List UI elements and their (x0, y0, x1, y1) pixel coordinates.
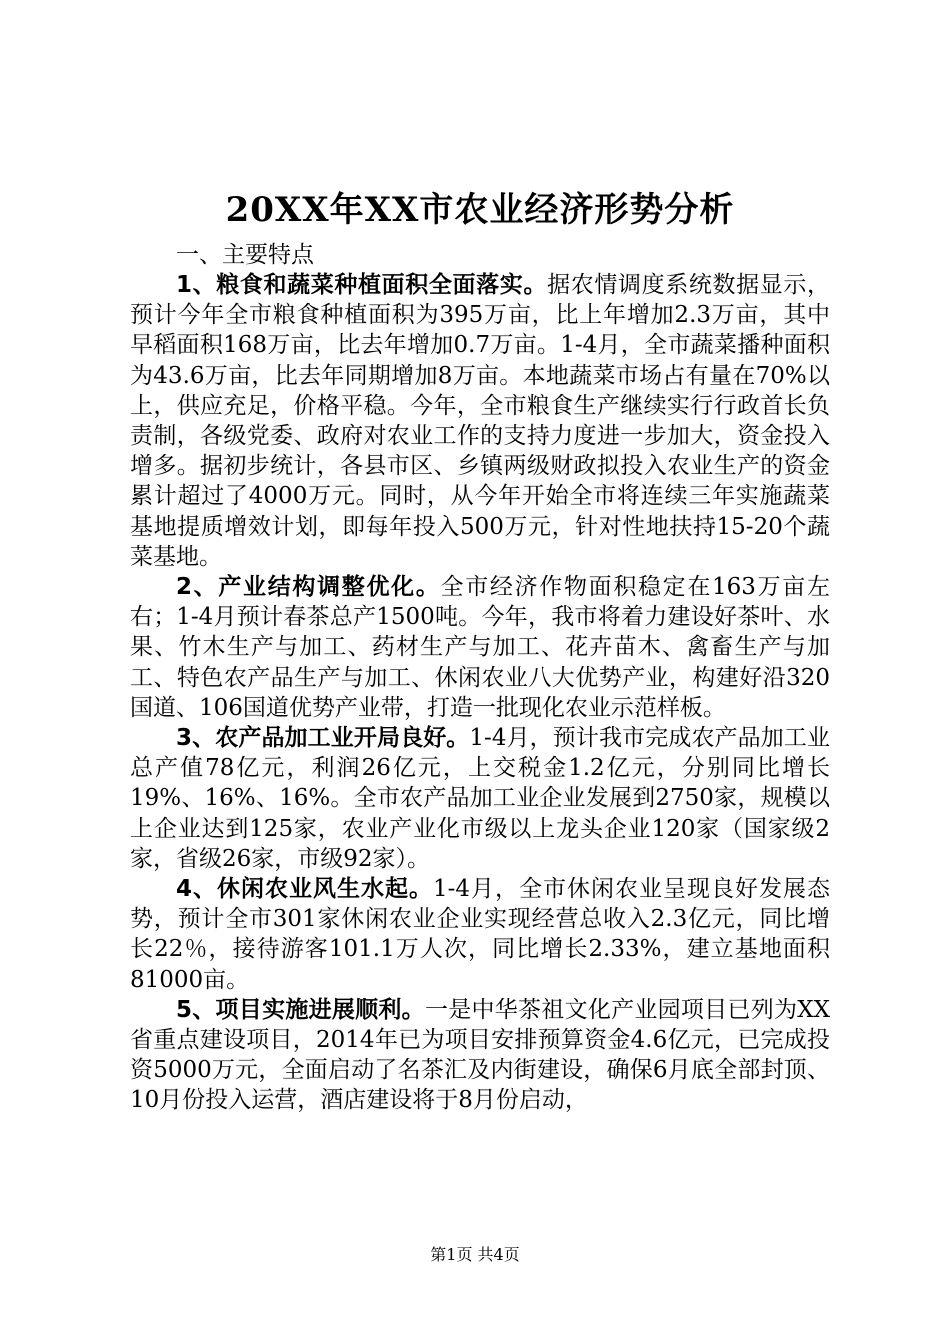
paragraph-5 (130, 995, 830, 1116)
paragraph-2 (130, 572, 830, 723)
section-heading: 一、主要特点 (176, 242, 314, 268)
paragraph-2-body: 全市经济作物面积稳定在163万亩左右；1-4月预计春茶总产1500吨。今年，我市将着力建设好茶叶、水果、竹木生产与加工、药材生产与加工、花卉苗木、禽畜生产与加工、特色农产品生产与加工、休闲农业八大优势产业，构建好沿320国道、106国道优势产业带，打造一批现化农业示范样板。 (130, 574, 830, 721)
page-number-footer: 第1页 共4页 (430, 1245, 520, 1264)
paragraph-4-body: 1-4月，全市休闲农业呈现良好发展态势，预计全市301家休闲农业企业实现经营总收入2.3亿元，同比增长22％，接待游客101.1万人次，同比增长2.33%，建立基地面积81000亩。 (130, 876, 830, 993)
paragraph-4 (130, 874, 830, 995)
paragraph-3 (130, 723, 830, 874)
paragraph-2-lead: 2、产业结构调整优化。 (176, 574, 441, 601)
paragraph-5-body: 一是中华茶祖文化产业园项目已列为XX省重点建设项目，2014年已为项目安排预算资金4.6亿元，已完成投资5000万元，全面启动了名茶汇及内街建设，确保6月底全部封顶、10月份投入运营，酒店建设将于8月份启动， (130, 996, 830, 1114)
paragraph-4-lead: 4、休闲农业风生水起。 (176, 876, 433, 903)
paragraph-1-body: 据农情调度系统数据显示，预计今年全市粮食种植面积为395万亩，比上年增加2.3万亩，其中早稻面积168万亩，比去年增加0.7万亩。1-4月，全市蔬菜播种面积为43.6万亩，比去年同期增加8万亩。本地蔬菜市场占有量在70%以上，供应充足，价格平稳。今年，全市粮食生产继续实行行政首长负责制，各级党委、政府对农业工作的支持力度进一步加大，资金投入增多。据初步统计，各县市区、乡镇两级财政拟投入农业生产的资金累计超过了4000万元。同时，从今年开始全市将连续三年实施蔬菜基地提质增效计划，即每年投入500万元，针对性地扶持15-20个蔬菜基地。 (130, 272, 830, 570)
paragraph-1 (130, 270, 830, 572)
paragraph-3-lead: 3、农产品加工业开局良好。 (176, 725, 470, 752)
paragraph-5-lead: 5、项目实施进展顺利。 (176, 996, 425, 1023)
document-title: 20XX年XX市农业经济形势分析 (225, 190, 735, 230)
paragraph-3-body: 1-4月，预计我市完成农产品加工业总产值78亿元，利润26亿元，上交税金1.2亿元，分别同比增长19%、16%、16%。全市农产品加工业企业发展到2750家，规模以上企业达到125家，农业产业化市级以上龙头企业120家（国家级2家，省级26家，市级92家）。 (130, 725, 830, 872)
paragraph-1-lead: 1、粮食和蔬菜种植面积全面落实。 (176, 272, 548, 298)
document-page (130, 186, 830, 1116)
